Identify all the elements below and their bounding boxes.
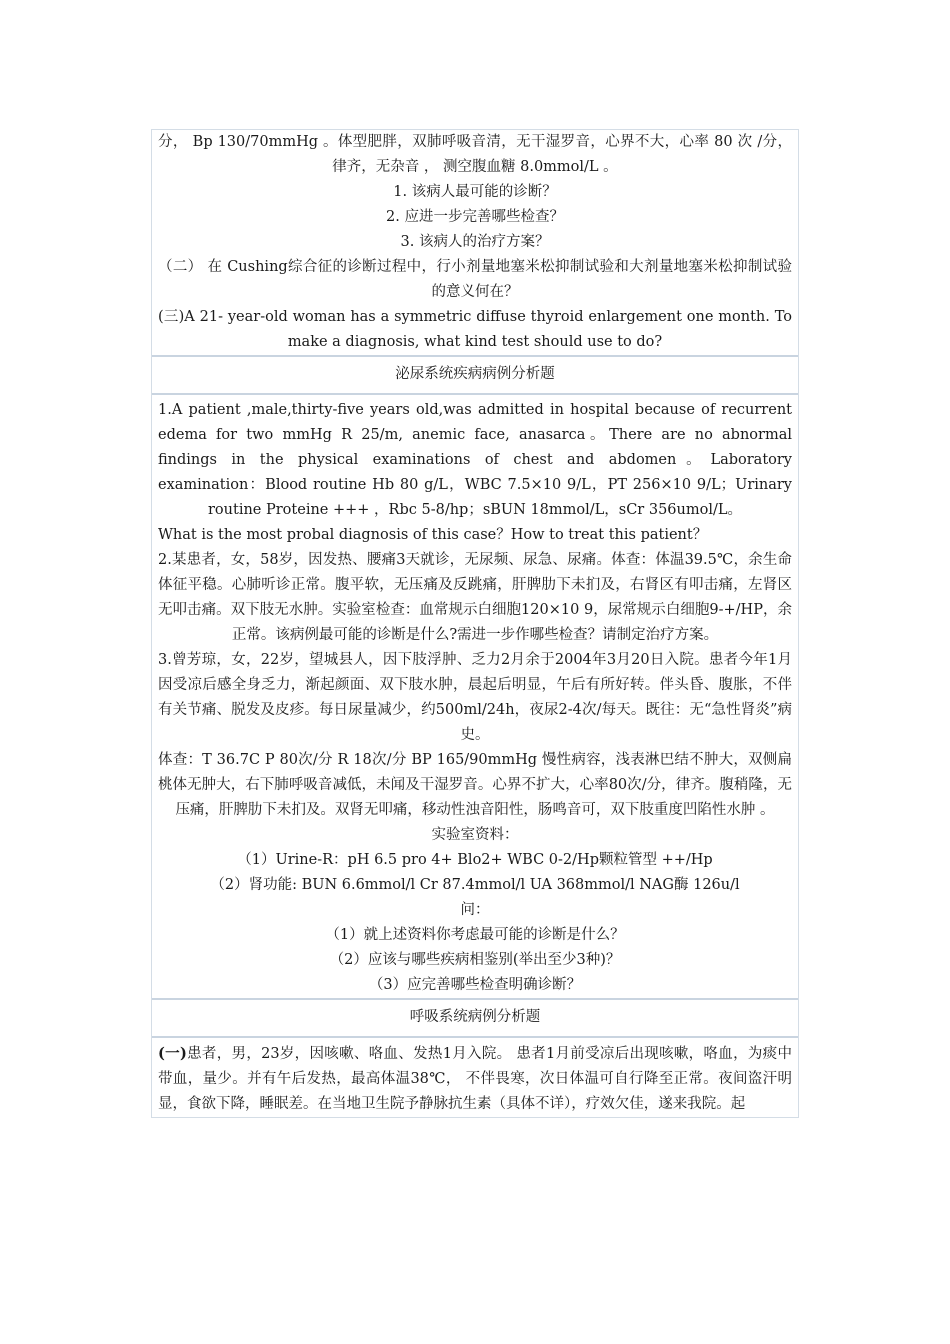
lab-item: （2）肾功能: BUN 6.6mmol/l Cr 87.4mmol/l UA 368mmol/l NAG酶 126u/l <box>210 877 740 893</box>
case-text: 1.A patient ,male,thirty-five years old,was admitted in hospital because of recurrent edema for two mmHg R 25/m, anemic face, anasarca。There are no abnormal findings in the physical examinations of chest and abdomen。Laboratory examination：Blood routine Hb 80 g/L，WBC 7.5×10 9/L，PT 256×10 9/L；Urinary routine Proteine +++ ，Rbc 5-8/hp；sBUN 18mmol/L，sCr 356umol/L。 <box>158 402 792 518</box>
case-body: 患者，男，23岁，因咳嗽、咯血、发热1月入院。 患者1月前受凉后出现咳嗽，咯血，为痰中带血，量少。并有午后发热，最高体温38℃， 不伴畏寒，次日体温可自行降至正常。夜间盗汗明显，食欲下降，睡眠差。在当地卫生院予静脉抗生素（具体不详），疗效欠佳，遂来我院。起 <box>158 1046 792 1112</box>
question-item: 1. 该病人最可能的诊断？ <box>393 184 557 200</box>
case-table <box>151 129 799 1118</box>
question-item: 2. 应进一步完善哪些检查？ <box>386 209 564 225</box>
urinary-section <box>152 395 798 998</box>
endocrine-section <box>152 130 798 355</box>
case-text: 3.曾芳琼，女，22岁，望城县人，因下肢浮肿、乏力2月余于2004年3月20日入院。患者今年1月因受凉后感全身乏力，渐起颜面、双下肢水肿，晨起后明显，午后有所好转。伴头昏、腹胀，不伴有关节痛、脱发及皮疹。每日尿量减少，约500ml/24h，夜尿2-4次/每天。既往：无“急性肾炎”病史。 <box>158 652 792 743</box>
case-text: 2.某患者，女，58岁，因发热、腰痛3天就诊，无尿频、尿急、尿痛。体查：体温39.5℃，余生命体征平稳。心肺听诊正常。腹平软，无压痛及反跳痛，肝脾肋下未扪及，右肾区有叩击痛，左肾区无叩击痛。双下肢无水肿。实验室检查：血常规示白细胞120×10 9，尿常规示白细胞9-+/HP，余正常。该病例最可能的诊断是什么?需进一步作哪些检查？请制定治疗方案。 <box>158 552 792 643</box>
lab-title: 实验室资料： <box>431 827 519 843</box>
case-question: What is the most probal diagnosis of this case？How to treat this patient？ <box>158 527 708 543</box>
section-title-urinary: 泌尿系统疾病病例分析题 <box>152 355 798 395</box>
case-text <box>158 1041 792 1117</box>
case-text: 体查：T 36.7C P 80次/分 R 18次/分 BP 165/90mmHg 慢性病容，浅表淋巴结不肿大，双侧扁桃体无肿大，右下肺呼吸音减低，未闻及干湿罗音。心界不扩大，心率80次/分，律齐。腹稍隆，无压痛，肝脾肋下未扪及。双肾无叩痛，移动性浊音阳性，肠鸣音可，双下肢重度凹陷性水肿 。 <box>158 752 792 818</box>
ask-item: （2）应该与哪些疾病相鉴别(举出至少3种)？ <box>329 952 621 968</box>
question-cushing: （二） 在 Cushing综合征的诊断过程中，行小剂量地塞米松抑制试验和大剂量地塞米松抑制试验的意义何在？ <box>158 259 792 300</box>
case-label: (一) <box>158 1045 187 1062</box>
question-item: 3. 该病人的治疗方案？ <box>400 234 550 250</box>
section-title-respiratory: 呼吸系统病例分析题 <box>152 998 798 1038</box>
ask-title: 问： <box>460 902 490 918</box>
case-text: 分， Bp 130/70mmHg 。体型肥胖，双肺呼吸音清，无干湿罗音，心界不大，心率 80 次 /分，律齐，无杂音 ， 测空腹血糖 8.0mmol/L 。 <box>158 134 792 175</box>
ask-item: （1）就上述资料你考虑最可能的诊断是什么？ <box>325 927 625 943</box>
lab-item: （1）Urine-R：pH 6.5 pro 4+ Blo2+ WBC 0-2/Hp颗粒管型 ++/Hp <box>237 852 713 868</box>
ask-item: （3）应完善哪些检查明确诊断？ <box>368 977 582 993</box>
respiratory-section <box>152 1038 798 1117</box>
question-thyroid: (三)A 21- year-old woman has a symmetric diffuse thyroid enlargement one month. To make a diagnosis, what kind test should use to do? <box>158 309 792 350</box>
